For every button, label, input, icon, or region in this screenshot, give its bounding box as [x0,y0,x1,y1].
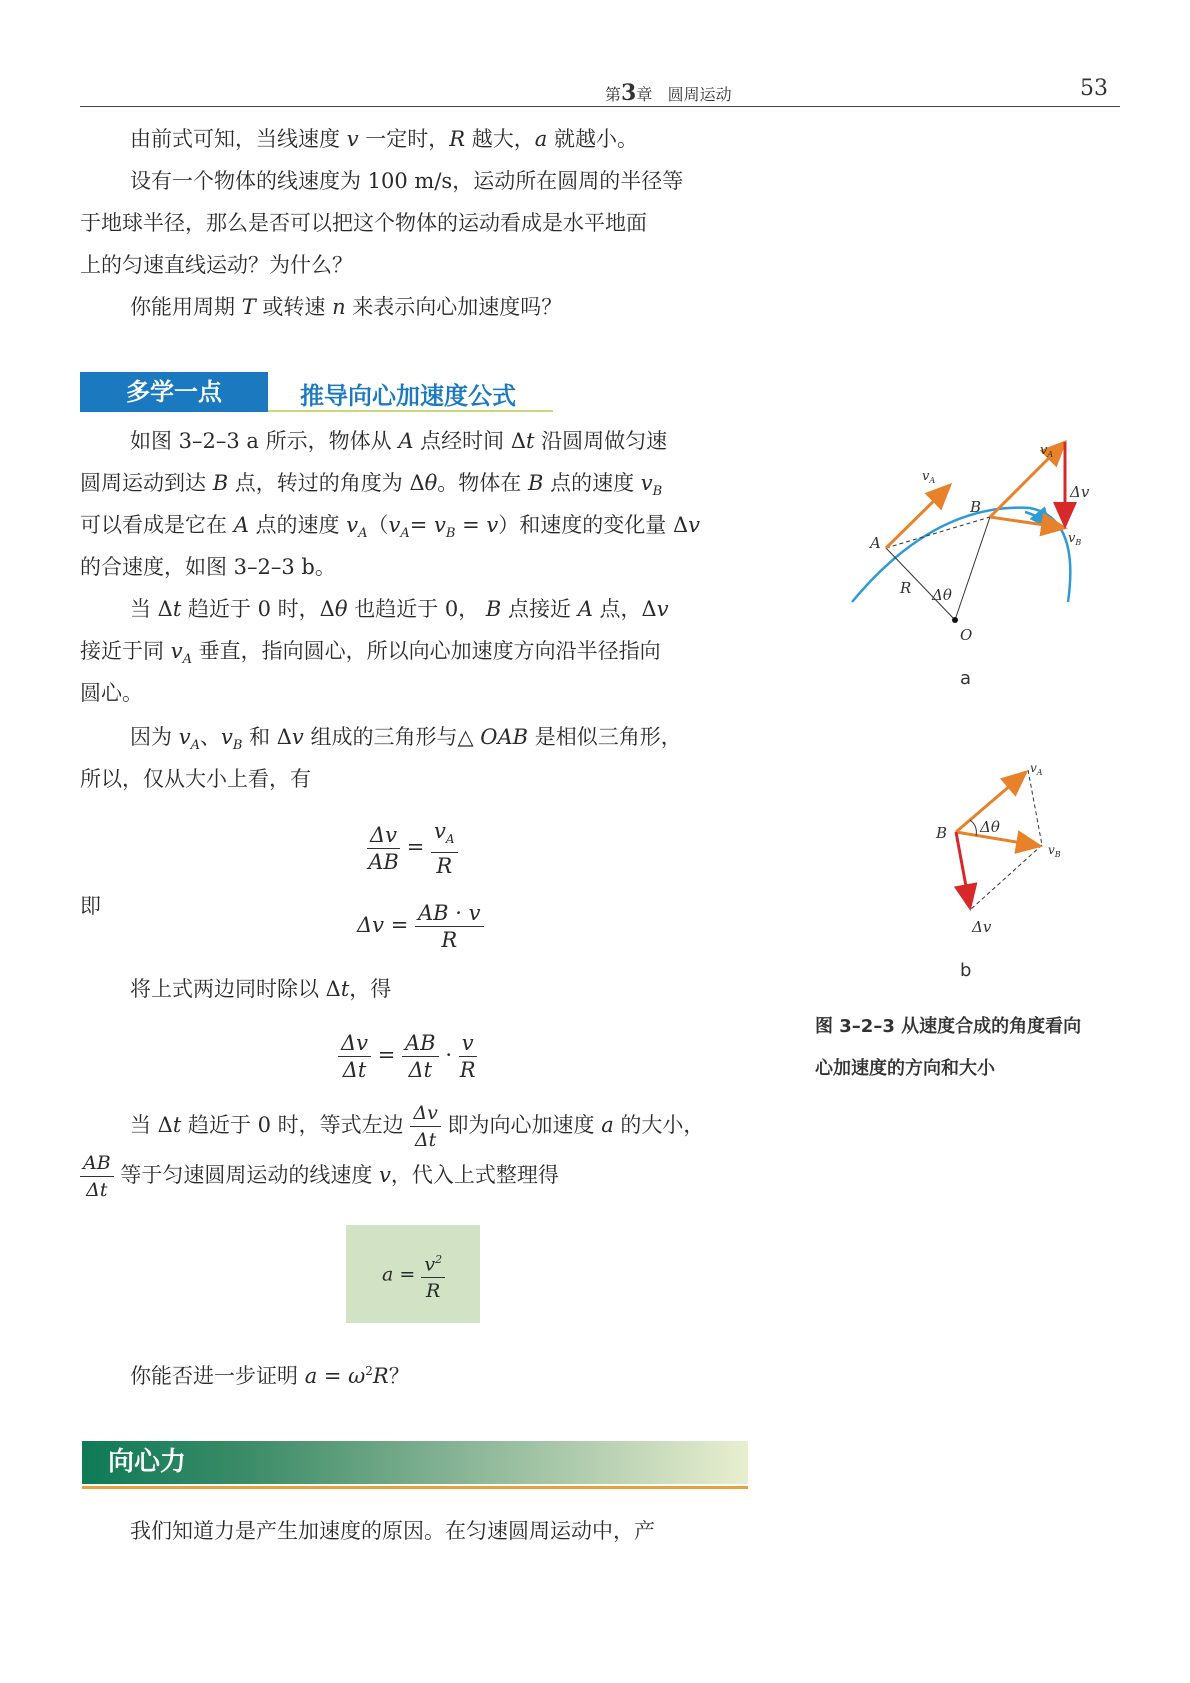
paragraph-2-line-3: 上的匀速直线运动？为什么？ [80,253,353,277]
chapter-number: 3 [621,80,637,106]
label-dtheta-b: Δθ [980,818,1000,836]
va-arrow-at-a [886,485,950,548]
formula-box: a = $\frac{v^2}{R}$ [346,1225,480,1323]
label-o: O [960,626,973,644]
equation-1: $\frac{\Delta v}{AB}$ = $\frac{v_A}{R}$ [367,818,458,879]
figure-b [930,760,1080,940]
header-rule [80,106,1120,107]
radius-ob [955,517,990,620]
chapter-prefix: 第 [605,85,622,104]
section-tag: 多学一点 [80,372,268,412]
paragraph-4-line-4: 的合速度，如图 3–2–3 b。 [80,555,336,579]
paragraph-4-line-3: 可以看成是它在 A 点的速度 $v_A(v_A= v_B = v)$和速度的变化量 Δv [80,513,701,542]
radius-oa [886,548,955,620]
paragraph-4-line-1: 如图 3–2–3 a 所示，物体从 A 点经时间 Δt 沿圆周做匀速 [130,429,668,453]
figure-a [840,430,1100,660]
circle-arc [852,508,1070,602]
label-va-b: $v_A$ [1030,761,1043,777]
label-r: R [900,579,912,597]
paragraph-4-line-2: 圆周运动到达 B 点，转过的角度为 Δθ。物体在 B 点的速度 $v_B$ [80,471,663,500]
paragraph-7: 将上式两边同时除以 Δt，得 [130,977,392,1001]
equation-3: $\frac{\Delta v}{\Delta t}$ = $\frac{AB}{\Delta t}$ · $\frac{v}{R}$ [338,1030,477,1083]
chapter-suffix: 章 [636,85,653,104]
paragraph-8-line-2: $\frac{AB}{\Delta t}$ 等于匀速圆周运动的线速度 v，代入上式整理得 [80,1150,559,1203]
page-number: 53 [1080,76,1108,101]
paragraph-2-line-1: 设有一个物体的线速度为 100 m/s，运动所在圆周的半径等 [130,169,684,193]
section-2-underline [82,1486,748,1489]
paragraph-10: 我们知道力是产生加速度的原因。在匀速圆周运动中，产 [130,1519,655,1543]
label-a: A [870,534,881,552]
dashed-side-1 [1028,770,1042,845]
chapter-title: 圆周运动 [667,85,732,104]
label-dv-b: Δv [972,918,992,936]
paragraph-9: 你能否进一步证明 $a = \omega^2R$？ [130,1364,410,1388]
section-2-banner: 向心力 [82,1441,748,1484]
chapter-header [605,80,732,106]
label-dtheta: Δθ [932,586,952,604]
paragraph-2-line-2: 于地球半径，那么是否可以把这个物体的运动看成是水平地面 [80,211,647,235]
figure-b-label: b [960,960,972,981]
label-va-1: $v_A$ [922,469,936,485]
label-dv: Δv [1070,483,1090,501]
section-underline [268,410,553,412]
paragraph-5-line-3: 圆心。 [80,681,143,705]
figure-caption [815,1006,1135,1090]
label-va-2: $v_A$ [1040,443,1054,459]
label-vb: $v_B$ [1068,531,1082,547]
figure-caption-line-1: 图 3–2–3 从速度合成的角度看向 [815,1016,1082,1037]
ji-label: 即 [80,894,101,918]
label-b: B [970,498,982,516]
figure-a-label: a [960,668,972,689]
equation-2: Δv = $\frac{AB \cdot v}{R}$ [357,900,484,953]
paragraph-6-line-2: 所以，仅从大小上看，有 [80,767,311,791]
label-b-b: B [936,824,948,842]
paragraph-5-line-1: 当 Δt 趋近于 0 时，Δθ 也趋近于 0， B 点接近 A 点，Δv [130,597,669,621]
paragraph-1: 由前式可知，当线速度 v 一定时，R 越大，a 就越小。 [130,127,638,151]
paragraph-3: 你能用周期 T 或转速 n 来表示向心加速度吗？ [130,295,563,319]
label-vb-b: $v_B$ [1048,843,1061,859]
section-title: 推导向心加速度公式 [300,382,516,410]
center-o [952,617,958,623]
paragraph-8-line-1: 当 Δt 趋近于 0 时，等式左边 $\frac{\Delta v}{\Delta t}$ 即为向心加速度 a 的大小， [130,1102,705,1151]
paragraph-5-line-2: 接近于同 $v_A$ 垂直，指向圆心，所以向心加速度方向沿半径指向 [80,639,661,668]
figure-caption-line-2: 心加速度的方向和大小 [815,1058,995,1079]
va-arrow-at-b [990,442,1065,517]
dashed-side-2 [970,845,1042,910]
dv-arrow-b [956,832,970,908]
paragraph-6-line-1: 因为 $v_A$、$v_B$ 和 Δv 组成的三角形与△ OAB 是相似三角形， [130,725,682,754]
